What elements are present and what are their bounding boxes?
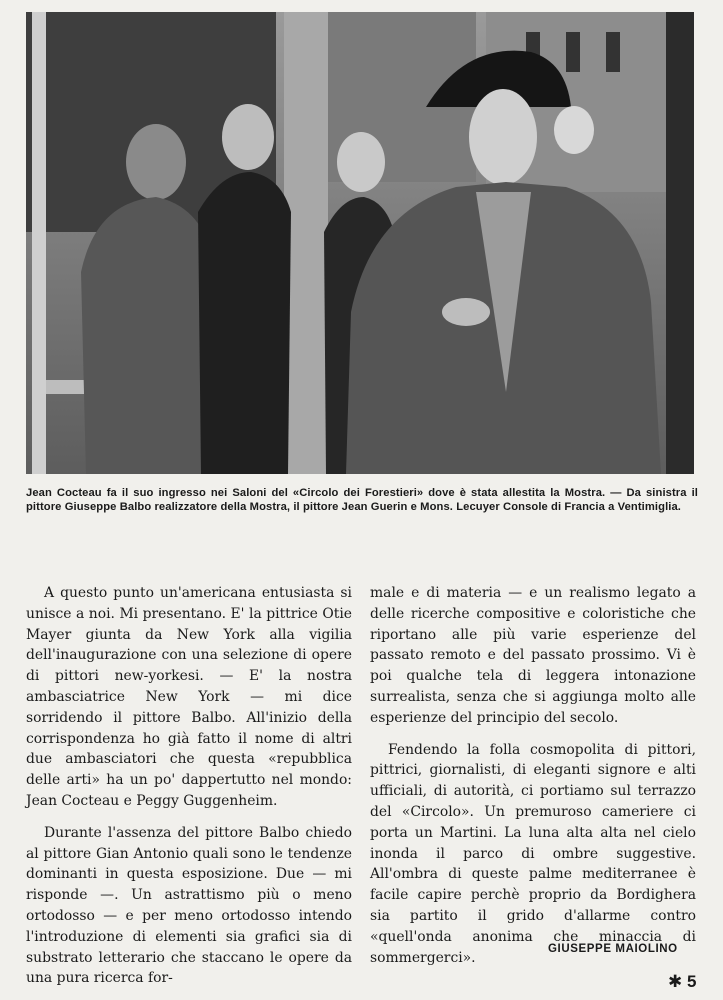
photo-jean-cocteau-arrival [26,12,694,474]
article-column-left [26,583,352,989]
paragraph: Durante l'assenza del pittore Balbo chiedo al pittore Gian Antonio quali sono le tendenze dominanti in questa esposizione. Due — mi risponde —. Un astrattismo più o meno ortodosso — e per meno ortodosso intendo l'introduzione di elementi sia grafici sia di substrato letterario che staccano le opere da una pura ricerca for- [26,824,352,987]
author-signature: GIUSEPPE MAIOLINO [548,943,678,955]
photo-caption: Jean Cocteau fa il suo ingresso nei Saloni del «Circolo dei Forestieri» dove è stata allestita la Mostra. — Da sinistra il pittore Giuseppe Balbo realizzatore della Mostra, il pittore Jean Guerin e Mons. Lecuyer Console di Francia a Ventimiglia. [26,487,698,513]
paragraph: A questo punto un'americana entusiasta si unisce a noi. Mi presentano. E' la pittrice Otie Mayer giunta da New York alla vigilia dell'inaugurazione con una selezione di opere di pittori new-yorkesi. — E' la nostra ambasciatrice New York — mi dice sorridendo il pittore Balbo. All'inizio della corrispondenza ho già fatto il nome di altri due ambasciatori che questa «repubblica delle arti» ha un po' dappertutto nel mondo: Jean Cocteau e Peggy Guggenheim. [26,585,352,809]
article-column-right [370,583,696,968]
page-number: ✱ 5 [668,972,697,991]
paragraph: Fendendo la folla cosmopolita di pittori, pittrici, giornalisti, di eleganti signore e alti ufficiali, di autorità, ci portiamo sul terrazzo del «Circolo». Un premuroso cameriere ci porta un Martini. La luna alta alta nel cielo inonda il parco di ombre suggestive. All'ombra di queste palme mediterranee è facile capire perchè proprio da Bordighera sia partito il grido d'allarme contro «quell'onda anonima che minaccia di sommergerci». [370,741,696,966]
paragraph: male e di materia — e un realismo legato a delle ricerche compositive e coloristiche che riportano alle più varie esperienze del passato remoto e del passato prossimo. Vi è poi qualche tela di leggera intonazione surrealista, senza che si aggiunga molto alle esperienze del principio del secolo. [370,585,696,726]
photo-icon [26,12,694,474]
